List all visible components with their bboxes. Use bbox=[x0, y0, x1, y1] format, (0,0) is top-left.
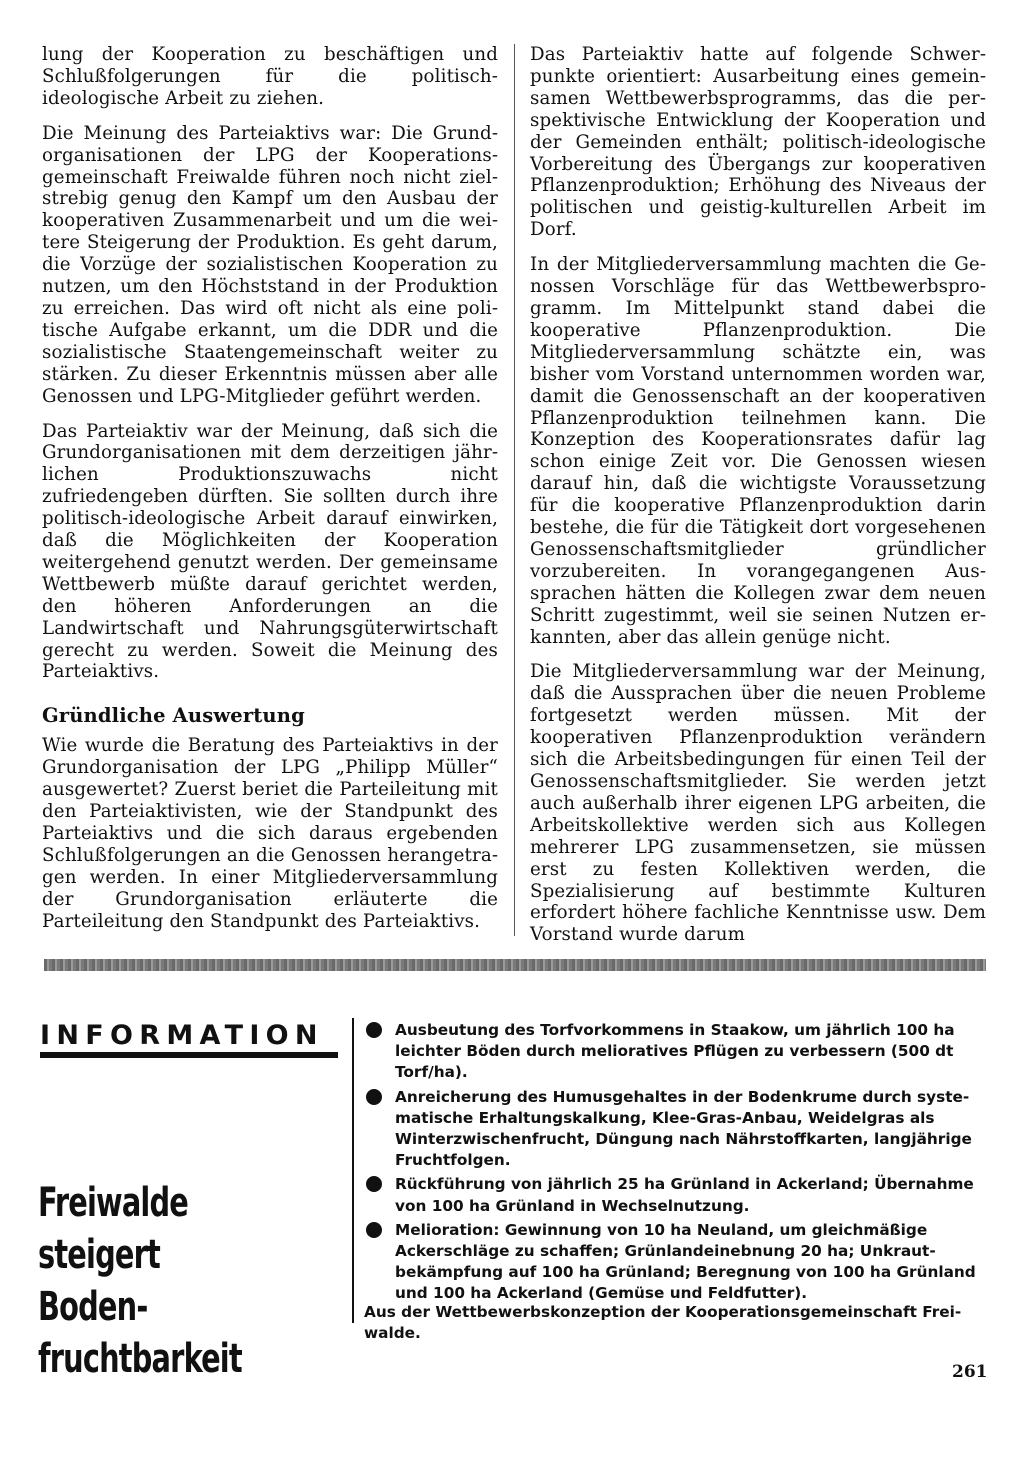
horizontal-separator-bar bbox=[44, 959, 986, 971]
paragraph: lung der Kooperation zu beschäftigen und Schlußfolgerungen für die politisch-ideologische Arbeit zu ziehen. bbox=[42, 44, 498, 109]
bullet-icon bbox=[366, 1089, 382, 1105]
info-box-label: INFORMATION bbox=[40, 1022, 338, 1058]
bullet-icon bbox=[366, 1022, 382, 1038]
paragraph: Die Mitgliederversammlung war der Meinung, daß die Aussprachen über die neuen Probleme fortgesetzt werden müssen. Mit der kooperativen Pflanzenproduktion verändern sich die Arbeitsbedingungen für einen Teil der Genossenschaftsmitglieder. Sie werden jetzt auch außerhalb ihrer eigenen LPG arbeiten, die Arbeitskollektive werden sich aus Kollegen mehrerer LPG zusammensetzen, sie müssen erst zu festen Kollektiven werden, die Spezialisierung auf bestimmte Kulturen erfordert höhere fachliche Kenntnisse usw. Dem Vorstand wurde darum bbox=[530, 661, 986, 946]
list-item-text: Melioration: Gewinnung von 10 ha Neuland, um gleichmäßige Ackerschläge zu schaffen; Grünlandeinebnung 20 ha; Unkrautbekämpfung auf 100 ha Grünland; Beregnung von 100 ha Grünland und 100 ha Ackerland (Gemüse und Feldfutter). bbox=[395, 1220, 976, 1303]
info-bullet-list bbox=[364, 1020, 984, 1308]
list-item bbox=[364, 1174, 984, 1216]
list-item bbox=[364, 1087, 984, 1172]
left-column bbox=[42, 44, 498, 945]
list-item-text: Rückführung von jährlich 25 ha Grünland in Ackerland; Übernahme von 100 ha Grünland in Wechselnutzung. bbox=[395, 1175, 974, 1215]
list-item-text: Ausbeutung des Torfvorkommens in Staakow, um jährlich 100 ha leichter Böden durch melioratives Pflügen zu verbessern (500 dt Torf/ha). bbox=[395, 1021, 955, 1082]
paragraph: Die Meinung des Parteiaktivs war: Die Grundorganisationen der LPG der Kooperationsgemeinschaft Freiwalde führen noch nicht zielstrebig genug den Kampf um den Ausbau der kooperativen Zusammenarbeit und um die weitere Steigerung der Produktion. Es geht darum, die Vorzüge der sozialistischen Kooperation zu nutzen, um den Höchststand in der Produktion zu erreichen. Das wird oft nicht als eine politische Aufgabe erkannt, um die DDR und die sozialistische Staatengemeinschaft weiter zu stärken. Zu dieser Erkenntnis müssen aber alle Genossen und LPG-Mitglieder geführt werden. bbox=[42, 122, 498, 407]
page-number: 261 bbox=[952, 1362, 988, 1382]
bullet-icon bbox=[366, 1222, 382, 1238]
section-heading: Gründliche Auswertung bbox=[42, 704, 305, 728]
paragraph: Das Parteiaktiv hatte auf folgende Schwerpunkte orientiert: Ausarbeitung eines gemeinsamen Wettbewerbsprogramms, das die perspektivische Entwicklung der Kooperation und der Gemeinden enthält; politisch-ideologische Vorbereitung des Übergangs zur kooperativen Pflanzenproduktion; Erhöhung des Niveaus der politischen und geistig-kulturellen Arbeit im Dorf. bbox=[530, 44, 986, 241]
right-column bbox=[530, 44, 986, 959]
paragraph: In der Mitgliederversammlung machten die Genossen Vorschläge für das Wettbewerbsprogramm. Im Mittelpunkt stand dabei die kooperative Pflanzenproduktion. Die Mitgliederversammlung schätzte ein, was bisher vom Vorstand unternommen worden war, damit die Genossenschaft an der kooperativen Pflanzenproduktion teilnehmen kann. Die Konzeption des Kooperationsrates dafür lag schon einige Zeit vor. Die Genossen wiesen darauf hin, daß die wichtigste Voraussetzung für die kooperative Pflanzenproduktion darin bestehe, die für die Tätigkeit dort vorgesehenen Genossenschaftsmitglieder gründlicher vorzubereiten. In vorangegangenen Aussprachen hätten die Kollegen zwar dem neuen Schritt zugestimmt, weil sie seinen Nutzen erkannten, aber das allein genüge nicht. bbox=[530, 254, 986, 648]
list-item bbox=[364, 1220, 984, 1305]
list-item-text: Anreicherung des Humusgehaltes in der Bodenkrume durch systematische Erhaltungskalkung, Klee-Gras-Anbau, Weidelgras als Winterzwischenfrucht, Düngung nach Nährstoffkarten, langjährige Fruchtfolgen. bbox=[395, 1087, 972, 1170]
info-box-divider bbox=[352, 1018, 354, 1323]
list-item bbox=[364, 1020, 984, 1084]
paragraph: Das Parteiaktiv war der Meinung, daß sich die Grundorganisationen mit dem derzeitigen jährlichen Produktionszuwachs nicht zufriedengeben dürften. Sie sollten durch ihre politisch-ideologische Arbeit darauf einwirken, daß die Möglichkeiten der Kooperation weitergehend genutzt werden. Der gemeinsame Wettbewerb müßte darauf gerichtet werden, den höheren Anforderungen an die Landwirtschaft und Nahrungsgüterwirtschaft gerecht zu werden. Soweit die Meinung des Parteiaktivs. bbox=[42, 420, 498, 683]
paragraph: Wie wurde die Beratung des Parteiaktivs in der Grundorganisation der LPG „Philipp Müller“ ausgewertet? Zuerst beriet die Parteileitung mit den Parteiaktivisten, wie der Standpunkt des Parteiaktivs und die sich daraus ergebenden Schlußfolgerungen an die Genossen herangetragen werden. In einer Mitgliederversammlung der Grundorganisation erläuterte die Parteileitung den Standpunkt des Parteiaktivs. bbox=[42, 735, 498, 932]
bullet-icon bbox=[366, 1176, 382, 1192]
column-divider bbox=[514, 44, 515, 936]
info-box-headline: Freiwalde steigert Bodenfruchtbarkeit bbox=[38, 1180, 242, 1382]
info-box-source: Aus der Wettbewerbskonzeption der Kooperationsgemeinschaft Freiwalde. bbox=[364, 1303, 962, 1343]
